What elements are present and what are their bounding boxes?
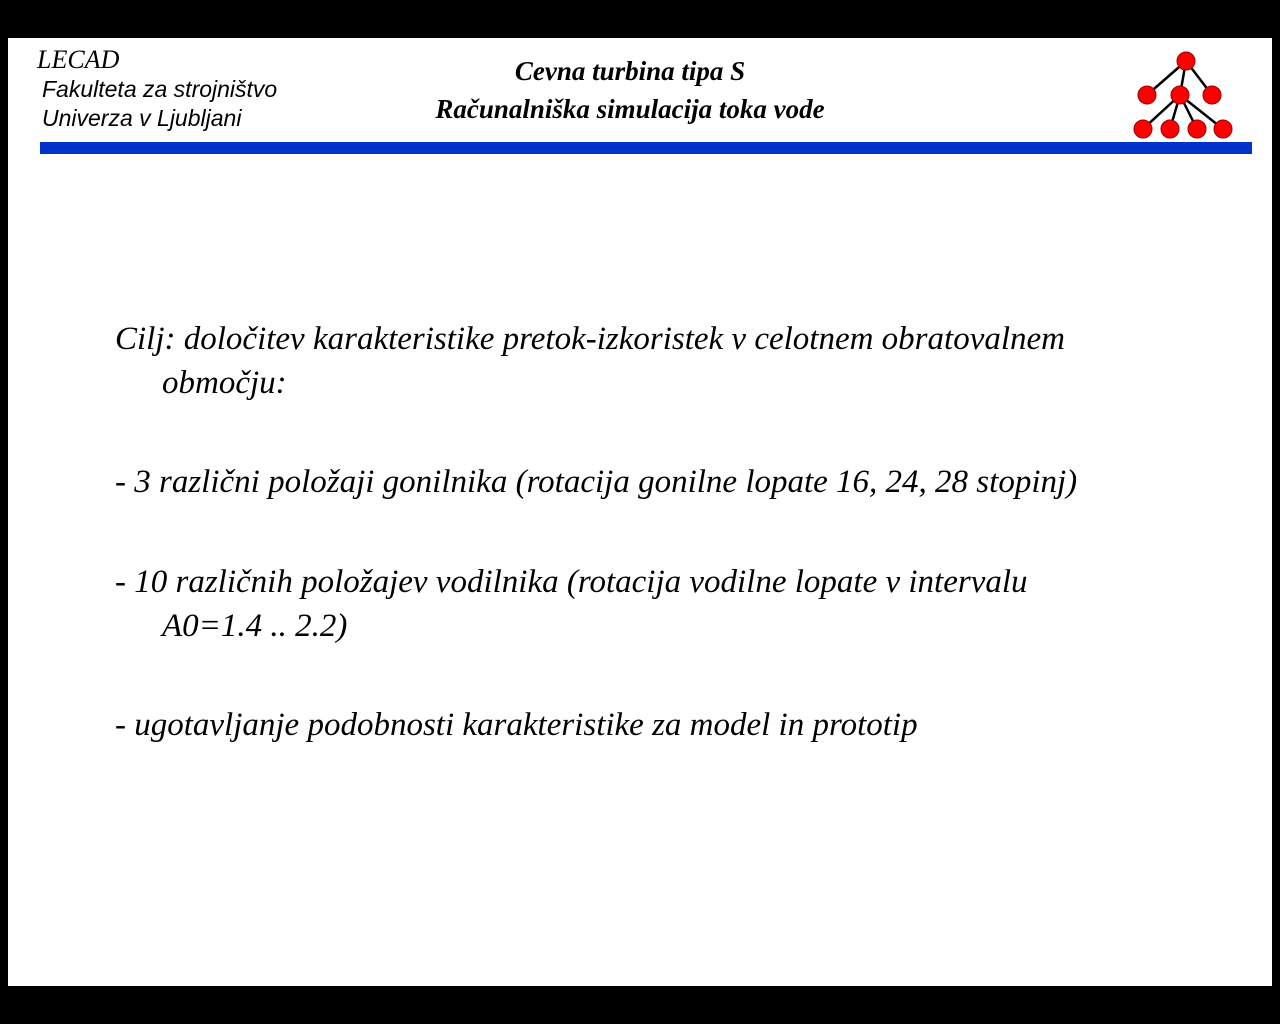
item-guide-vane-positions-line-2: A0=1.4 .. 2.2) (162, 608, 348, 644)
goal-line-1: Cilj: določitev karakteristike pretok-izkoristek v celotnem obratovalnem (115, 321, 1065, 357)
list-item (115, 460, 1195, 504)
slide-title: Cevna turbina tipa S (514, 56, 746, 86)
slide-subtitle: Računalniška simulacija toka vode (435, 94, 825, 124)
item-similarity: - ugotavljanje podobnosti karakteristike za model in prototip (115, 707, 918, 743)
tree-diagram-icon (1133, 47, 1238, 142)
item-runner-positions: - 3 različni položaji gonilnika (rotacija gonilne lopate 16, 24, 28 stopinj) (115, 464, 1078, 500)
item-guide-vane-positions-line-1: - 10 različnih položajev vodilnika (rotacija vodilne lopate v intervalu (115, 564, 1028, 600)
header-divider (40, 142, 1252, 154)
faculty-name: Fakulteta za strojništvo (42, 76, 278, 102)
org-name: LECAD (37, 45, 120, 74)
list-item (115, 560, 1195, 648)
slide (8, 38, 1272, 986)
university-name: Univerza v Ljubljani (42, 105, 242, 131)
list-item (115, 703, 1195, 747)
goal-paragraph (115, 317, 1195, 405)
goal-line-2: območju: (162, 365, 287, 401)
